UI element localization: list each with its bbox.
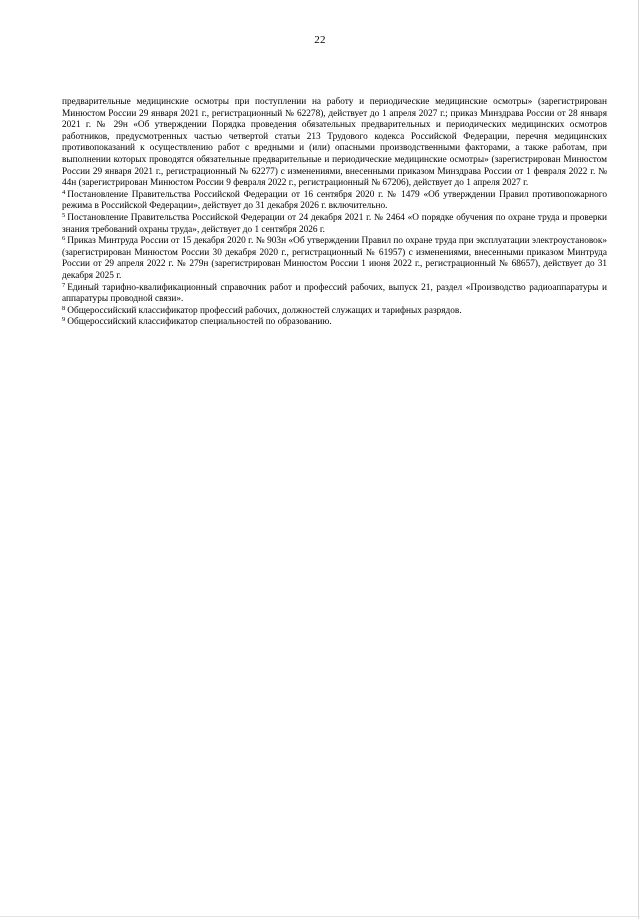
footnote-6 — [62, 236, 607, 282]
footnote-text: предварительные медицинские осмотры при поступлении на работу и периодические медицинские осмотры» (зарегистрирован Минюстом России 29 января 2021 г., регистрационный № 62278), действует до 1 апреля 2027 г.; приказ Минздрава России от 28 января 2021 г. № 29н «Об утверждении Порядка проведения обязательных предварительных и периодических медицинских осмотров работников, предусмотренных частью четвертой статьи 213 Трудового кодекса Российской Федерации, перечня медицинских противопоказаний к осуществлению работ с вредными и (или) опасными производственными факторами, а также работам, при выполнении которых проводятся обязательные предварительные и периодические медицинские осмотры» (зарегистрирован Минюстом России 29 января 2021 г., регистрационный № 62277) с изменениями, внесенными приказом Минздрава России от 1 февраля 2022 г. № 44н (зарегистрирован Минюстом России 9 февраля 2022 г., регистрационный № 67206), действует до 1 апреля 2027 г. — [62, 97, 607, 189]
footnote-text: Единый тарифно-квалификационный справочник работ и профессий рабочих, выпуск 21, раздел «Производство радиоаппаратуры и аппаратуры проводной связи». — [62, 282, 607, 305]
footnote-marker: 8 — [62, 304, 66, 312]
footnote-text: Приказ Минтруда России от 15 декабря 2020 г. № 903н «Об утверждении Правил по охране труда при эксплуатации электроустановок» (зарегистрирован Минюстом России 30 декабря 2020 г., регистрационный № 61957) с изменениями, внесенными приказом Минтруда России от 29 апреля 2022 г. № 279н (зарегистрирован Минюстом России 1 июня 2022 г., регистрационный № 68657), действует до 31 декабря 2025 г. — [62, 236, 607, 281]
footnote-4 — [62, 190, 607, 213]
footnote-text: Постановление Правительства Российской Федерации от 24 декабря 2021 г. № 2464 «О порядке обучения по охране труда и проверки знания требований охраны труда», действует до 1 сентября 2026 г. — [62, 212, 607, 235]
footnote-7 — [62, 283, 607, 306]
footnote-marker: 6 — [62, 235, 66, 243]
footnote-8 — [62, 306, 607, 318]
footnote-text: Общероссийский классификатор специальностей по образованию. — [67, 317, 332, 328]
footnotes-section — [62, 97, 607, 329]
footnote-9 — [62, 317, 607, 329]
footnote-text: Общероссийский классификатор профессий рабочих, должностей служащих и тарифных разрядов. — [67, 305, 462, 316]
footnote-5 — [62, 213, 607, 236]
footnote-marker: 7 — [62, 281, 66, 289]
footnote-marker: 9 — [62, 316, 66, 324]
footnote-continuation — [62, 97, 607, 190]
footnote-text: Постановление Правительства Российской Федерации от 16 сентября 2020 г. № 1479 «Об утверждении Правил противопожарного режима в Российской Федерации», действует до 31 декабря 2026 г. включительно. — [62, 189, 607, 212]
scan-edge-bottom — [0, 916, 640, 917]
scan-edge-right — [638, 0, 639, 919]
footnote-marker: 5 — [62, 211, 66, 219]
page-number: 22 — [314, 34, 326, 46]
footnote-marker: 4 — [62, 188, 66, 196]
